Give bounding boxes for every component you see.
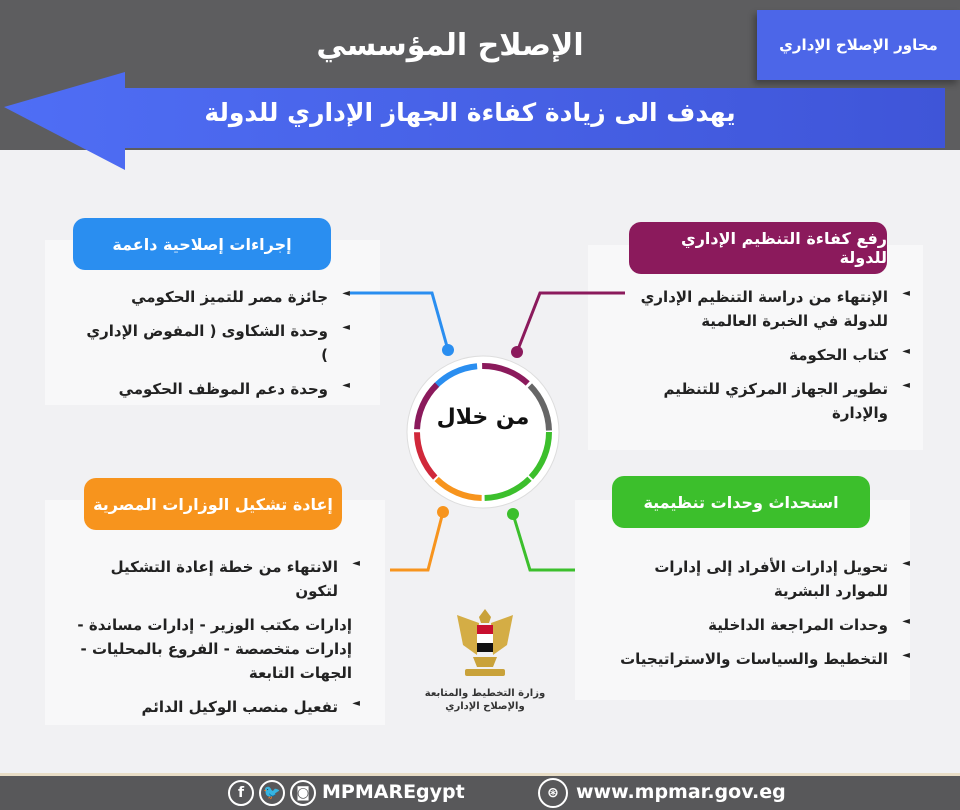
center-circle-outer [407,356,559,508]
list-item: ◄ كتاب الحكومة [620,343,910,367]
list-bottom-left [70,555,360,729]
page-subtitle: يهدف الى زيادة كفاءة الجهاز الإداري للدولة [204,98,736,127]
dot-green [507,508,519,520]
dot-blue [442,344,454,356]
header-top-right: رفع كفاءة التنظيم الإداري للدولة [629,222,887,274]
dot-orange [437,506,449,518]
twitter-icon[interactable]: 🐦 [259,780,285,806]
list-item: ◄ تطوير الجهاز المركزي للتنظيم والإدارة [620,377,910,425]
footer [0,773,960,810]
center-label: من خلال [436,405,530,430]
facebook-icon[interactable]: f [228,780,254,806]
page-title: الإصلاح المؤسسي [316,28,584,63]
list-item: ◄ وحدة الشكاوى ( المفوض الإداري ) [80,319,350,367]
connector-bottom-left [390,512,443,570]
list-item: إدارات مكتب الوزير - إدارات مساندة - إدارات متخصصة - الفروع بالمحليات - الجهات التابعة [77,616,352,682]
dot-purple [511,346,523,358]
list-top-right [620,285,910,435]
list-top-left [80,285,350,411]
connector-bottom-right [513,514,575,570]
social-handle[interactable]: MPMAREgypt [322,781,465,803]
header-bottom-right: استحداث وحدات تنظيمية [612,476,870,528]
list-item: ◄ الانتهاء من خطة إعادة التشكيل لتكون [70,555,360,603]
instagram-icon[interactable]: ◙ [290,780,316,806]
list-item: ◄ تفعيل منصب الوكيل الدائم [70,695,360,719]
section-tag: محاور الإصلاح الإداري [757,10,960,80]
list-item: ◄ وحدات المراجعة الداخلية [600,613,910,637]
list-item: ◄ تحويل إدارات الأفراد إلى إدارات للموارد البشرية [600,555,910,603]
connector-top-left [350,293,448,350]
list-bottom-right [600,555,910,681]
globe-icon: ⊛ [538,778,568,808]
list-item: ◄ التخطيط والسياسات والاستراتيجيات [600,647,910,671]
header-top-left: إجراءات إصلاحية داعمة [73,218,331,270]
eagle-emblem-icon [455,605,515,680]
list-item: ◄ الإنتهاء من دراسة التنظيم الإداري للدولة في الخبرة العالمية [620,285,910,333]
ministry-name: وزارة التخطيط والمتابعة والإصلاح الإداري [424,688,546,712]
header-bottom-left: إعادة تشكيل الوزارات المصرية [84,478,342,530]
connector-top-right [517,293,625,352]
list-item: ◄ وحدة دعم الموظف الحكومي [80,377,350,401]
website-link[interactable]: www.mpmar.gov.eg [576,781,786,803]
list-item: ◄ جائزة مصر للتميز الحكومي [80,285,350,309]
